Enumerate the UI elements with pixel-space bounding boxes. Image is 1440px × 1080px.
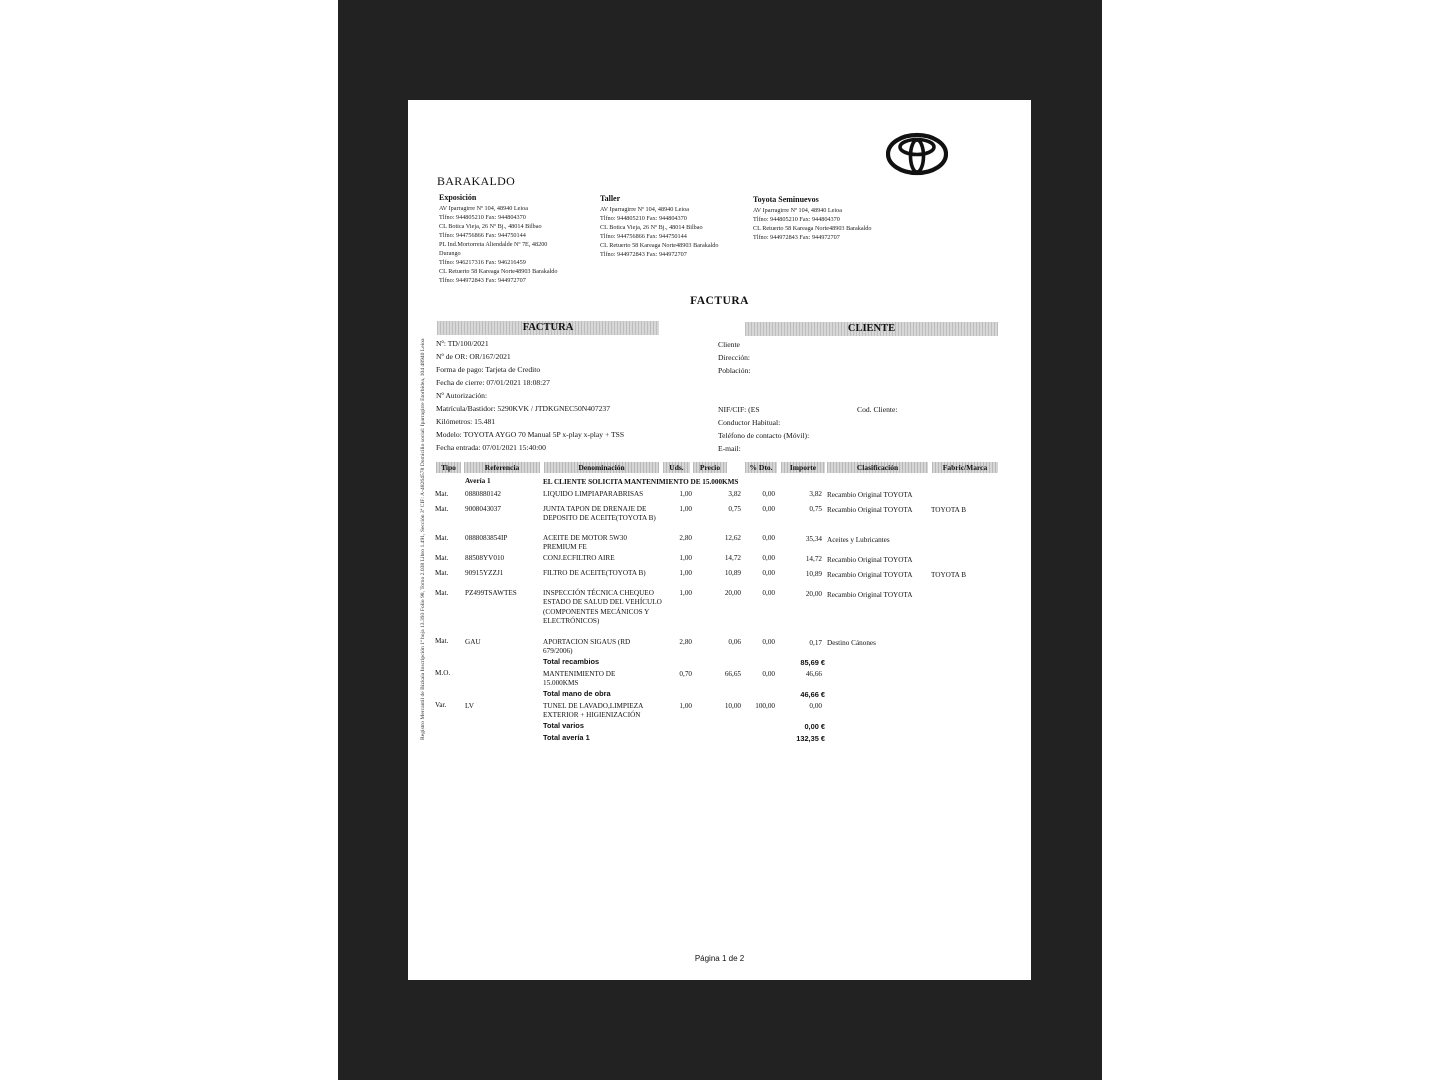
cell-precio: 66,65 xyxy=(724,670,741,678)
cell-precio: 0,75 xyxy=(728,505,741,513)
cell-den: CONJ.ECFILTRO AIRE xyxy=(543,554,615,562)
office-line: AV Iparragirre Nº 104, 48940 Leioa xyxy=(439,205,528,212)
cell-den: INSPECCIÓN TÉCNICA CHEQUEO ESTADO DE SALUD DEL VEHÍCULO (COMPONENTES MECÁNICOS Y ELECTRÓNICOS) xyxy=(543,589,662,626)
col-header-clasificacion: Clasificación xyxy=(827,462,928,473)
office-exposicion xyxy=(439,193,558,285)
cell-importe: 46,66 xyxy=(805,670,822,678)
total-averia-label: Total avería 1 xyxy=(543,733,590,742)
office-line: Tlfno: 944756866 Fax: 944750144 xyxy=(439,232,526,239)
cell-tipo: Mat. xyxy=(435,534,449,542)
total-recambios-label: Total recambios xyxy=(543,657,600,666)
total-recambios-value: 85,69 € xyxy=(800,658,825,667)
col-header-referencia: Referencia xyxy=(464,462,540,473)
cell-marca: TOYOTA B xyxy=(931,506,967,514)
col-header-tipo: Tipo xyxy=(436,462,461,473)
cell-den: APORTACION SIGAUS (RD 679/2006) xyxy=(543,638,631,656)
close-date: Fecha de cierre: 07/01/2021 18:08:27 xyxy=(436,378,550,387)
toyota-logo-icon xyxy=(886,132,948,176)
cell-precio: 12,62 xyxy=(724,534,741,542)
or-number: Nº de OR: OR/167/2021 xyxy=(436,352,511,361)
cell-importe: 0,00 xyxy=(809,702,822,710)
office-title: Exposición xyxy=(439,193,477,202)
client-phone: Teléfono de contacto (Móvil): xyxy=(718,431,810,440)
cell-uds: 1,00 xyxy=(679,589,692,597)
office-line: CL Botica Vieja, 26 Nº Bj., 48014 Bilbao xyxy=(600,224,703,231)
cell-precio: 10,00 xyxy=(724,702,741,710)
total-mo-value: 46,66 € xyxy=(800,690,825,699)
averia-description: EL CLIENTE SOLICITA MANTENIMIENTO DE 15.000KMS xyxy=(543,478,739,486)
client-driver: Conductor Habitual: xyxy=(718,418,781,427)
cell-clasificacion: Recambio Original TOYOTA xyxy=(827,556,913,564)
cell-dto: 0,00 xyxy=(762,505,775,513)
cell-dto: 0,00 xyxy=(762,638,775,646)
col-header-dto: % Dto. xyxy=(745,462,777,473)
payment-method: Forma de pago: Tarjeta de Credito xyxy=(436,365,541,374)
cell-tipo: Mat. xyxy=(435,505,449,513)
cell-ref: 90915YZZJ1 xyxy=(465,569,504,577)
cell-uds: 1,00 xyxy=(679,554,692,562)
cell-uds: 2,80 xyxy=(679,638,692,646)
cell-uds: 2,80 xyxy=(679,534,692,542)
total-averia-value: 132,35 € xyxy=(796,734,825,743)
authorization: Nº Autorización: xyxy=(436,391,488,400)
cell-precio: 20,00 xyxy=(724,589,741,597)
office-line: Tlfno: 946217316 Fax: 946216459 xyxy=(439,259,526,266)
cell-tipo: Mat. xyxy=(435,554,449,562)
cell-dto: 0,00 xyxy=(762,490,775,498)
client-email: E-mail: xyxy=(718,444,741,453)
office-line: AV Iparragirre Nº 104, 48940 Leioa xyxy=(600,206,689,213)
cell-den: LIQUIDO LIMPIAPARABRISAS xyxy=(543,490,644,498)
cell-den: ACEITE DE MOTOR 5W30 PREMIUM FE xyxy=(543,534,627,552)
invoice-fields xyxy=(436,337,624,454)
client-fields-bottom xyxy=(718,403,809,455)
cell-tipo: M.O. xyxy=(435,669,451,677)
cell-importe: 10,89 xyxy=(805,570,822,578)
dealer-name: BARAKALDO xyxy=(437,174,516,188)
office-title: Taller xyxy=(600,194,621,203)
cell-importe: 3,82 xyxy=(809,490,822,498)
office-seminuevos xyxy=(753,195,872,242)
client-fields-top xyxy=(718,338,750,377)
cell-ref: 0888083854IP xyxy=(465,534,508,542)
kilometers: Kilómetros: 15.481 xyxy=(436,417,496,426)
cell-dto: 0,00 xyxy=(762,534,775,542)
cell-precio: 3,82 xyxy=(728,490,741,498)
cell-dto: 0,00 xyxy=(762,589,775,597)
client-city: Población: xyxy=(718,366,751,375)
entry-date: Fecha entrada: 07/01/2021 15:40:00 xyxy=(436,443,546,452)
total-mo-label: Total mano de obra xyxy=(543,689,611,698)
cell-importe: 0,17 xyxy=(809,639,822,647)
total-varios-label: Total varios xyxy=(543,721,584,730)
col-header-denominacion: Denominación xyxy=(544,462,659,473)
office-line: Tlfno: 944756866 Fax: 944750144 xyxy=(600,233,687,240)
cell-tipo: Mat. xyxy=(435,569,449,577)
cell-clasificacion: Recambio Original TOYOTA xyxy=(827,571,913,579)
cell-den: TUNEL DE LAVADO,LIMPIEZA EXTERIOR + HIGIENIZACIÓN xyxy=(543,702,643,720)
cell-uds: 1,00 xyxy=(679,702,692,710)
cell-ref: PZ499TSAWTES xyxy=(465,589,517,597)
col-header-uds: Uds. xyxy=(663,462,690,473)
client-address: Dirección: xyxy=(718,353,751,362)
office-line: Tlfno: 944805210 Fax: 944804370 xyxy=(753,216,840,223)
document-title: FACTURA xyxy=(690,295,749,307)
office-line: Tlfno: 944972843 Fax: 944972707 xyxy=(600,251,687,258)
cell-uds: 0,70 xyxy=(679,670,692,678)
cell-dto: 0,00 xyxy=(762,569,775,577)
col-header-precio: Precio xyxy=(693,462,727,473)
cell-clasificacion: Recambio Original TOYOTA xyxy=(827,491,913,499)
col-header-marca: Fabric/Marca xyxy=(932,462,998,473)
section-bar-cliente: CLIENTE xyxy=(745,322,998,336)
cell-uds: 1,00 xyxy=(679,505,692,513)
cell-precio: 0,06 xyxy=(728,638,741,646)
cell-clasificacion: Recambio Original TOYOTA xyxy=(827,506,913,514)
averia-label: Avería 1 xyxy=(465,477,491,485)
cell-precio: 10,89 xyxy=(724,569,741,577)
model: Modelo: TOYOTA AYGO 70 Manual 5P x-play x-play + TSS xyxy=(436,430,625,439)
cell-tipo: Mat. xyxy=(435,637,449,645)
cell-den: MANTENIMIENTO DE 15.000KMS xyxy=(543,670,616,688)
cell-uds: 1,00 xyxy=(679,569,692,577)
client-code: Cod. Cliente: xyxy=(857,405,898,414)
cell-tipo: Mat. xyxy=(435,490,449,498)
cell-ref: 0880880142 xyxy=(465,490,501,498)
office-line: Tlfno: 944972843 Fax: 944972707 xyxy=(439,277,526,284)
cell-importe: 35,34 xyxy=(805,535,822,543)
office-line: CL Retuerto 58 Kareaga Norte48903 Barakaldo xyxy=(439,268,558,275)
cell-importe: 0,75 xyxy=(809,505,822,513)
office-taller xyxy=(600,194,719,259)
page-number: Página 1 de 2 xyxy=(694,954,745,963)
office-line: Tlfno: 944805210 Fax: 944804370 xyxy=(439,214,526,221)
office-line: CL Botica Vieja, 26 Nº Bj., 48014 Bilbao xyxy=(439,223,542,230)
plate-vin: Matrícula/Bastidor: 5290KVK / JTDKGNEC50N407237 xyxy=(436,404,611,413)
cell-marca: TOYOTA B xyxy=(931,571,967,579)
section-bar-factura: FACTURA xyxy=(437,321,659,335)
cell-importe: 20,00 xyxy=(805,590,822,598)
office-line: CL Retuerto 58 Kareaga Norte48903 Barakaldo xyxy=(600,242,719,249)
cell-clasificacion: Aceites y Lubricantes xyxy=(827,536,890,544)
registry-note: Registro Mercantil de Bizkaia Inscripción 1ª hoja 13.393 Folio 98, Tomo 2.038 Libro 1.491, Sección 3ª CIF: A-48264578 Domicilio social: Iparragirre Etorbidea, 104 48940 Leioa xyxy=(420,338,426,740)
cell-ref: 9008043037 xyxy=(465,505,501,513)
client-nif: NIF/CIF: (ES xyxy=(718,405,760,414)
cell-dto: 0,00 xyxy=(762,554,775,562)
invoice-page xyxy=(408,100,1031,980)
cell-dto: 100,00 xyxy=(755,702,775,710)
cell-clasificacion: Destino Cánones xyxy=(827,639,876,647)
office-line: PL Ind.Mortorreta Aliendalde Nº 7E, 48200 xyxy=(439,241,548,248)
office-line: Tlfno: 944805210 Fax: 944804370 xyxy=(600,215,687,222)
office-title: Toyota Seminuevos xyxy=(753,195,819,204)
cell-clasificacion: Recambio Original TOYOTA xyxy=(827,591,913,599)
cell-den: FILTRO DE ACEITE(TOYOTA B) xyxy=(543,569,646,577)
cell-ref: 88508YV010 xyxy=(465,554,505,562)
total-varios-value: 0,00 € xyxy=(804,722,825,731)
office-line: AV Iparragirre Nº 104, 48940 Leioa xyxy=(753,207,842,214)
client-name: Cliente xyxy=(718,340,740,349)
cell-dto: 0,00 xyxy=(762,670,775,678)
col-header-importe: Importe xyxy=(781,462,825,473)
cell-precio: 14,72 xyxy=(724,554,741,562)
cell-uds: 1,00 xyxy=(679,490,692,498)
invoice-number: Nº: TD/100/2021 xyxy=(436,339,489,348)
cell-importe: 14,72 xyxy=(805,555,822,563)
cell-ref: LV xyxy=(465,702,474,710)
office-line: CL Retuerto 58 Kareaga Norte48903 Barakaldo xyxy=(753,225,872,232)
office-line: Tlfno: 944972843 Fax: 944972707 xyxy=(753,234,840,241)
cell-tipo: Var. xyxy=(435,701,447,709)
cell-den: JUNTA TAPON DE DRENAJE DE DEPOSITO DE ACEITE(TOYOTA B) xyxy=(543,505,656,523)
cell-tipo: Mat. xyxy=(435,589,449,597)
cell-ref: GAU xyxy=(465,638,481,646)
office-line: Durango xyxy=(439,250,461,257)
